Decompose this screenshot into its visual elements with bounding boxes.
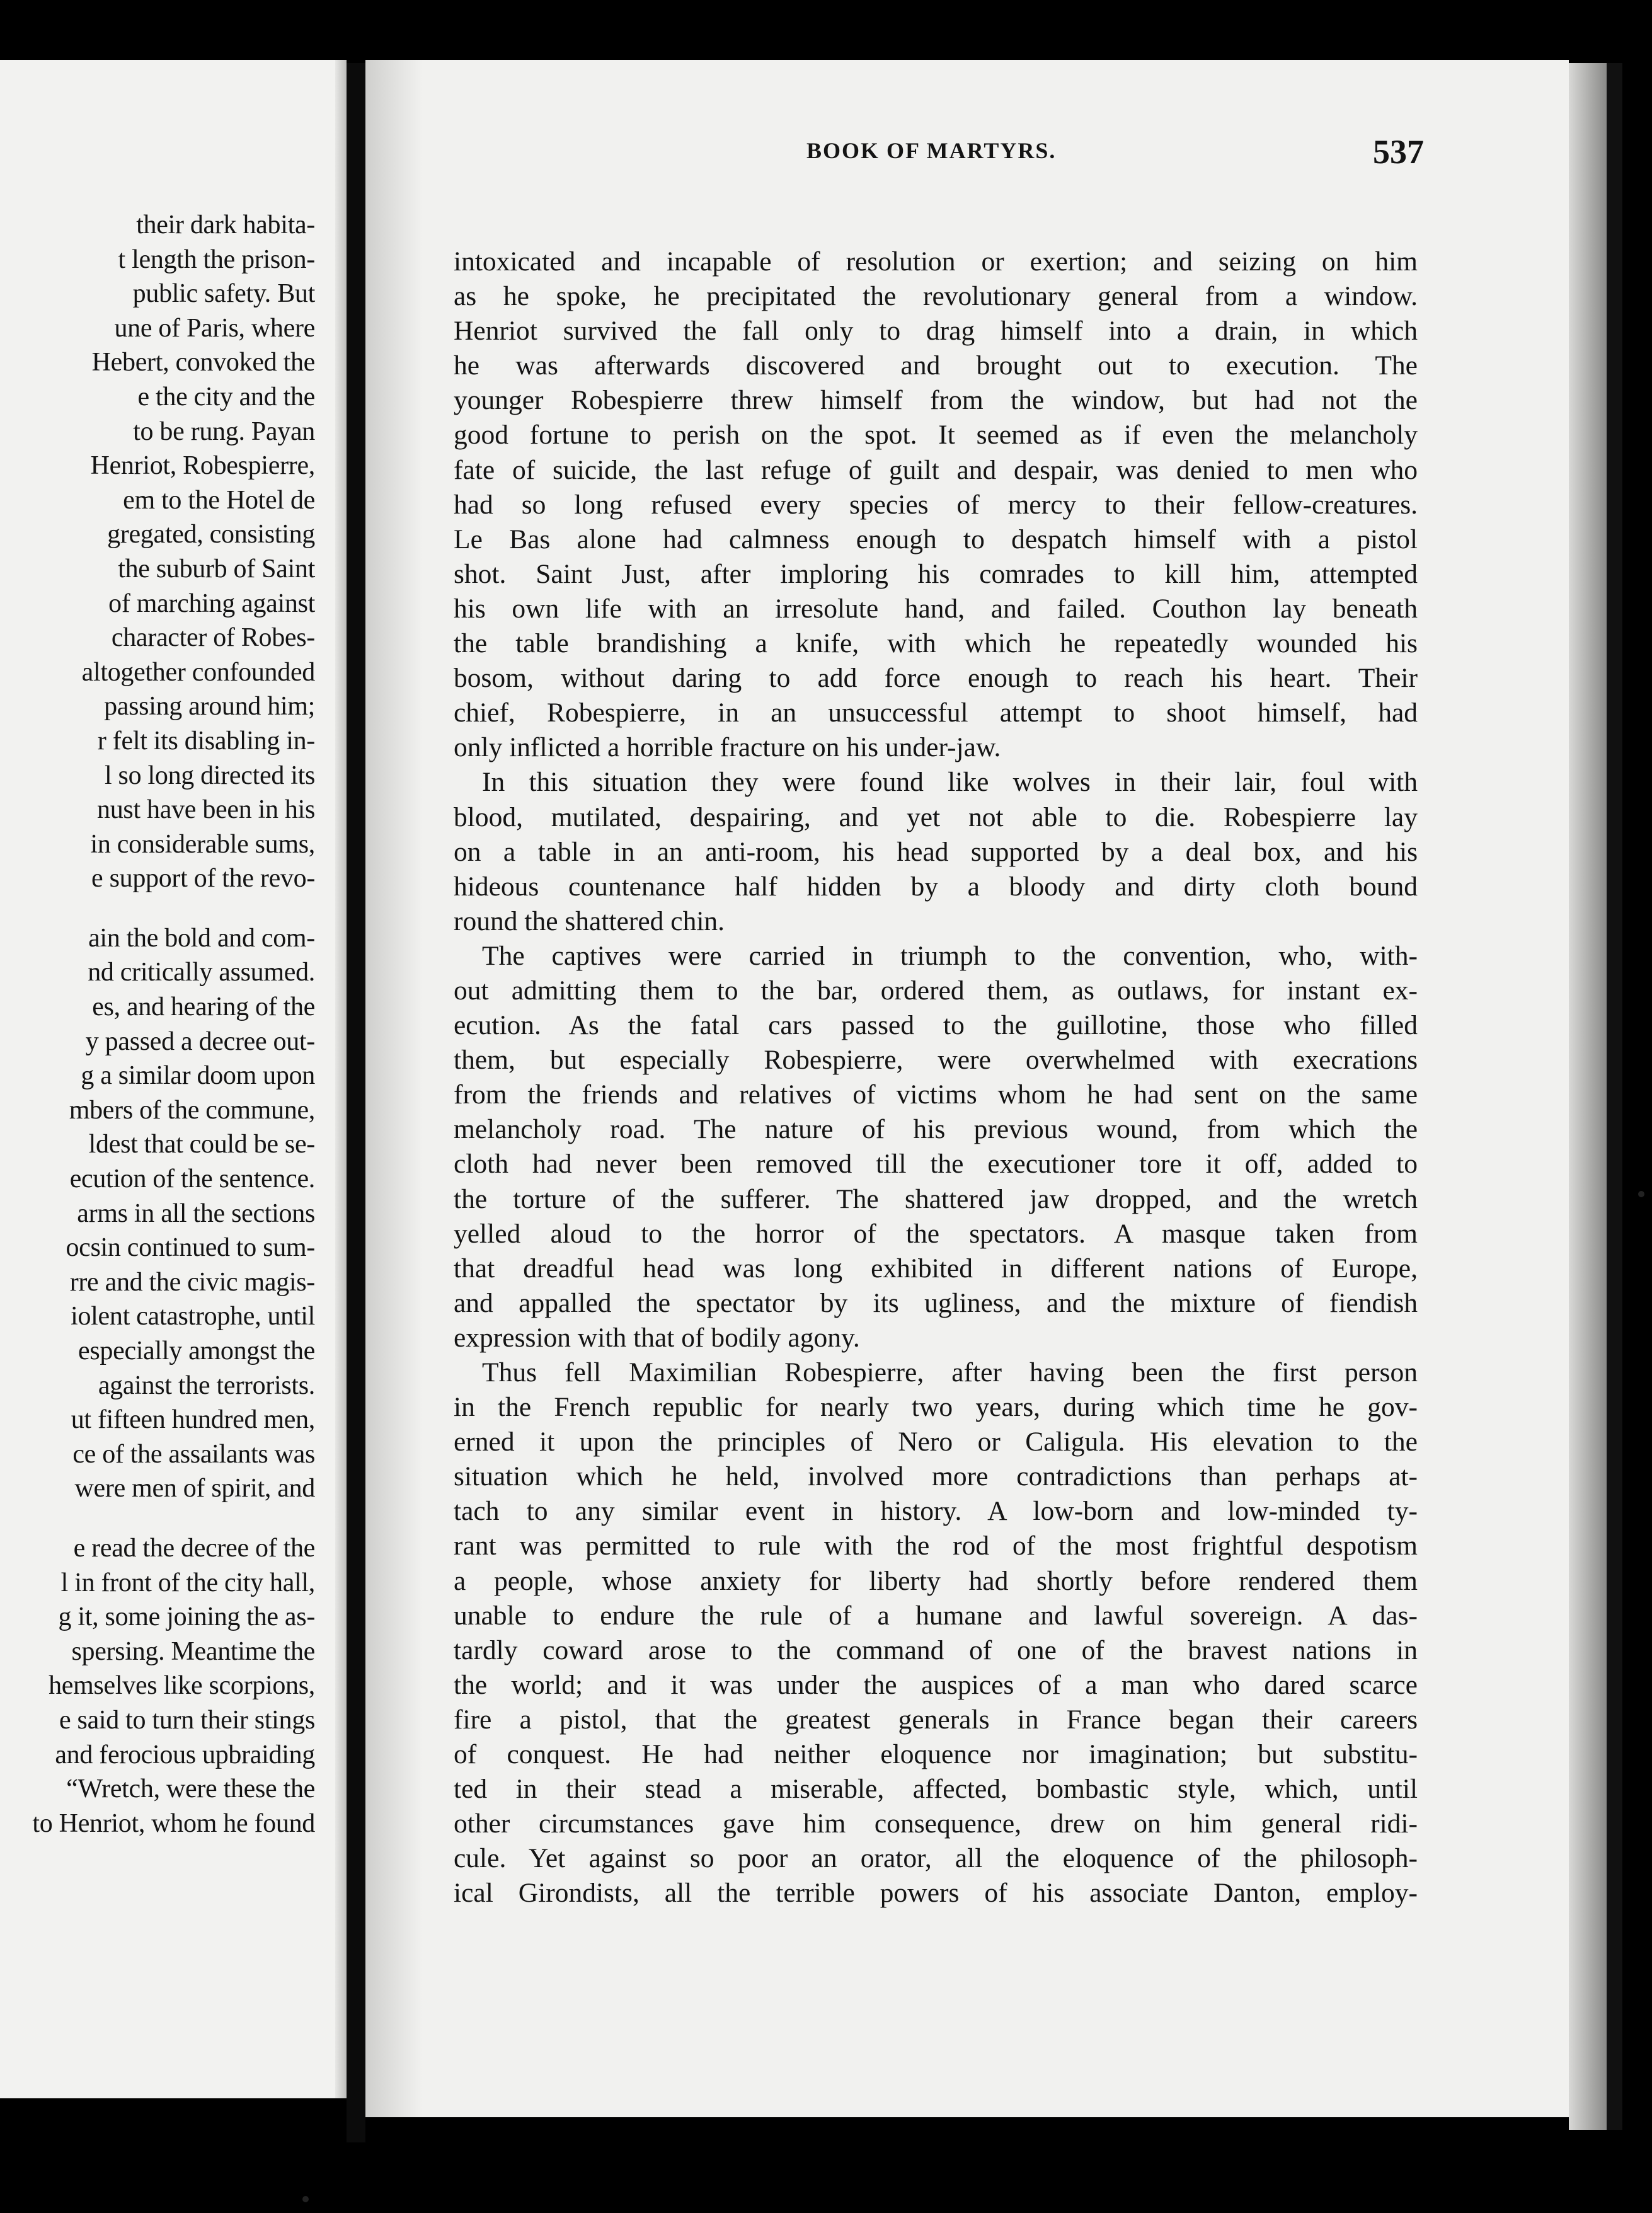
left-page-line: e read the decree of the — [73, 1533, 315, 1563]
right-page-shadow — [365, 60, 422, 2117]
scan-speck — [1638, 1191, 1644, 1197]
left-page-line: public safety. But — [132, 279, 315, 309]
text-line: round the shattered chin. — [454, 905, 725, 936]
text-line: In this situation they were found like wolves in their lair, foul with — [482, 767, 1418, 798]
left-page-line: hemselves like scorpions, — [49, 1671, 315, 1701]
left-page-line: spersing. Meantime the — [71, 1636, 315, 1666]
left-page-line: es, and hearing of the — [92, 992, 315, 1022]
left-page-text — [0, 208, 315, 1841]
text-line: tach to any similar event in history. A low-born and low-minded ty- — [454, 1496, 1418, 1527]
left-page-line — [0, 1506, 315, 1531]
text-line: chief, Robespierre, in an unsuccessful attempt to shoot himself, had — [454, 698, 1418, 728]
left-page-line: ce of the assailants was — [72, 1439, 315, 1469]
text-line: situation which he held, involved more contradictions than perhaps at- — [454, 1461, 1418, 1492]
left-page-line: ut fifteen hundred men, — [71, 1405, 315, 1435]
text-line: yelled aloud to the horror of the spectators. A masque taken from — [454, 1218, 1418, 1249]
text-line: as he spoke, he precipitated the revolutionary general from a window. — [454, 281, 1418, 312]
scan-speck — [302, 2196, 309, 2202]
left-page-line: passing around him; — [104, 692, 315, 721]
left-page-line: nust have been in his — [97, 795, 315, 825]
text-line: other circumstances gave him consequence, drew on him general ridi- — [454, 1808, 1418, 1839]
text-line: Henriot survived the fall only to drag himself into a drain, in which — [454, 316, 1418, 347]
text-line: rant was permitted to rule with the rod of the most frightful despotism — [454, 1531, 1418, 1561]
text-line: bosom, without daring to add force enough to reach his heart. Their — [454, 663, 1418, 694]
left-page-line: ldest that could be se- — [88, 1130, 315, 1159]
text-line: he was afterwards discovered and brought out to execution. The — [454, 350, 1418, 381]
left-page-line: g it, some joining the as- — [58, 1602, 315, 1632]
left-page-line: nd critically assumed. — [88, 958, 315, 987]
text-line: on a table in an anti-room, his head supported by a deal box, and his — [454, 836, 1418, 867]
text-line: a people, whose anxiety for liberty had shortly before rendered them — [454, 1565, 1418, 1596]
text-line: the torture of the sufferer. The shattered jaw dropped, and the wretch — [454, 1183, 1418, 1214]
scan-border-top — [0, 0, 1652, 60]
text-line: expression with that of bodily agony. — [454, 1322, 860, 1353]
left-page-line: in considerable sums, — [90, 829, 315, 859]
scan-border-bottom — [0, 2142, 1652, 2213]
text-line: Le Bas alone had calmness enough to despatch himself with a pistol — [454, 524, 1418, 555]
left-page-line: of marching against — [108, 589, 315, 618]
left-page-line: e the city and the — [137, 382, 315, 411]
left-page-line — [0, 896, 315, 921]
running-head — [435, 133, 1424, 175]
text-line: fire a pistol, that the greatest generals in France began their careers — [454, 1704, 1418, 1735]
text-line: ted in their stead a miserable, affected, bombastic style, which, until — [454, 1774, 1418, 1805]
left-page-line: to be rung. Payan — [133, 417, 315, 446]
paragraph — [454, 244, 1418, 765]
left-page-line: une of Paris, where — [114, 313, 315, 343]
left-page-line: t length the prison- — [118, 244, 315, 274]
left-page-line: g a similar doom upon — [81, 1061, 315, 1091]
left-page-gutter — [335, 60, 347, 2098]
left-page-line: their dark habita- — [136, 210, 315, 239]
left-page-line: l in front of the city hall, — [60, 1568, 315, 1597]
text-line: tardly coward arose to the command of one of the bravest nations in — [454, 1635, 1418, 1665]
text-line: melancholy road. The nature of his previous wound, from which the — [454, 1114, 1418, 1145]
page-edge-stack — [1569, 63, 1607, 2130]
left-page-line: altogether confounded — [81, 657, 315, 687]
left-page-line: ecution of the sentence. — [69, 1164, 315, 1194]
left-page-line: y passed a decree out- — [85, 1026, 315, 1056]
left-page-line: e said to turn their stings — [59, 1705, 315, 1735]
text-line: ical Girondists, all the terrible powers of his associate Danton, employ- — [454, 1878, 1418, 1909]
left-page-line: Hebert, convoked the — [91, 348, 315, 377]
left-page-line: and ferocious upbraiding — [55, 1740, 315, 1769]
text-line: The captives were carried in triumph to the convention, who, with- — [482, 940, 1418, 971]
left-page-line: em to the Hotel de — [123, 485, 315, 515]
text-line: his own life with an irresolute hand, and failed. Couthon lay beneath — [454, 593, 1418, 624]
paragraph — [454, 765, 1418, 938]
text-line: blood, mutilated, despairing, and yet not able to die. Robespierre lay — [454, 802, 1418, 832]
left-page-line: character of Robes- — [111, 623, 315, 653]
text-line: cloth had never been removed till the executioner tore it off, added to — [454, 1149, 1418, 1180]
left-page-line: ain the bold and com- — [88, 923, 315, 953]
text-line: shot. Saint Just, after imploring his comrades to kill him, attempted — [454, 558, 1418, 589]
text-line: from the friends and relatives of victims whom he had sent on the same — [454, 1079, 1418, 1110]
left-page-line: e support of the revo- — [91, 864, 315, 894]
text-line: that dreadful head was long exhibited in different nations of Europe, — [454, 1253, 1418, 1284]
left-page-line: the suburb of Saint — [118, 554, 315, 583]
text-line: the table brandishing a knife, with which he repeatedly wounded his — [454, 628, 1418, 659]
left-page-line: Henriot, Robespierre, — [90, 451, 315, 481]
left-page-line: r felt its disabling in- — [97, 726, 315, 756]
left-page-line: ocsin continued to sum- — [66, 1233, 315, 1263]
main-text-column — [454, 244, 1418, 1911]
running-head-title: BOOK OF MARTYRS. — [806, 138, 1057, 163]
text-line: out admitting them to the bar, ordered them, as outlaws, for instant ex- — [454, 975, 1418, 1006]
text-line: younger Robespierre threw himself from the window, but had not the — [454, 385, 1418, 416]
text-line: intoxicated and incapable of resolution or exertion; and seizing on him — [454, 246, 1418, 277]
paragraph — [454, 1355, 1418, 1911]
left-page-line: especially amongst the — [78, 1336, 315, 1365]
text-line: only inflicted a horrible fracture on his under-jaw. — [454, 732, 1001, 763]
text-line: fate of suicide, the last refuge of guilt and despair, was denied to men who — [454, 454, 1418, 485]
text-line: good fortune to perish on the spot. It seemed as if even the melancholy — [454, 420, 1418, 451]
text-line: and appalled the spectator by its ugliness, and the mixture of fiendish — [454, 1287, 1418, 1318]
text-line: erned it upon the principles of Nero or Caligula. His elevation to the — [454, 1427, 1418, 1457]
left-page-line: rre and the civic magis- — [69, 1267, 315, 1297]
left-page-line: mbers of the commune, — [69, 1095, 315, 1125]
text-line: the world; and it was under the auspices of a man who dared scarce — [454, 1669, 1418, 1700]
text-line: Thus fell Maximilian Robespierre, after having been the first person — [482, 1357, 1418, 1388]
left-page-line: arms in all the sections — [77, 1198, 315, 1228]
text-line: had so long refused every species of mercy to their fellow-creatures. — [454, 489, 1418, 520]
text-line: cule. Yet against so poor an orator, all the eloquence of the philosoph- — [454, 1843, 1418, 1874]
left-page — [0, 60, 347, 2098]
left-page-line: to Henriot, whom he found — [32, 1808, 315, 1838]
page-number: 537 — [1373, 133, 1424, 171]
text-line: them, but especially Robespierre, were overwhelmed with execrations — [454, 1045, 1418, 1076]
text-line: hideous countenance half hidden by a bloody and dirty cloth bound — [454, 871, 1418, 902]
left-page-line: l so long directed its — [104, 761, 315, 790]
left-page-line: were men of spirit, and — [74, 1474, 315, 1503]
book-spine — [347, 63, 365, 2142]
text-line: unable to endure the rule of a humane and lawful sovereign. A das- — [454, 1600, 1418, 1631]
left-page-line: against the terrorists. — [98, 1371, 315, 1400]
left-page-line: iolent catastrophe, until — [71, 1302, 315, 1331]
left-page-line: gregated, consisting — [107, 520, 315, 549]
paragraph — [454, 939, 1418, 1355]
left-page-line: “Wretch, were these the — [66, 1774, 315, 1804]
text-line: of conquest. He had neither eloquence nor imagination; but substitu- — [454, 1739, 1418, 1770]
page-edge-dark — [1607, 63, 1622, 2130]
text-line: in the French republic for nearly two years, during which time he gov- — [454, 1392, 1418, 1423]
text-line: ecution. As the fatal cars passed to the guillotine, those who filled — [454, 1010, 1418, 1041]
